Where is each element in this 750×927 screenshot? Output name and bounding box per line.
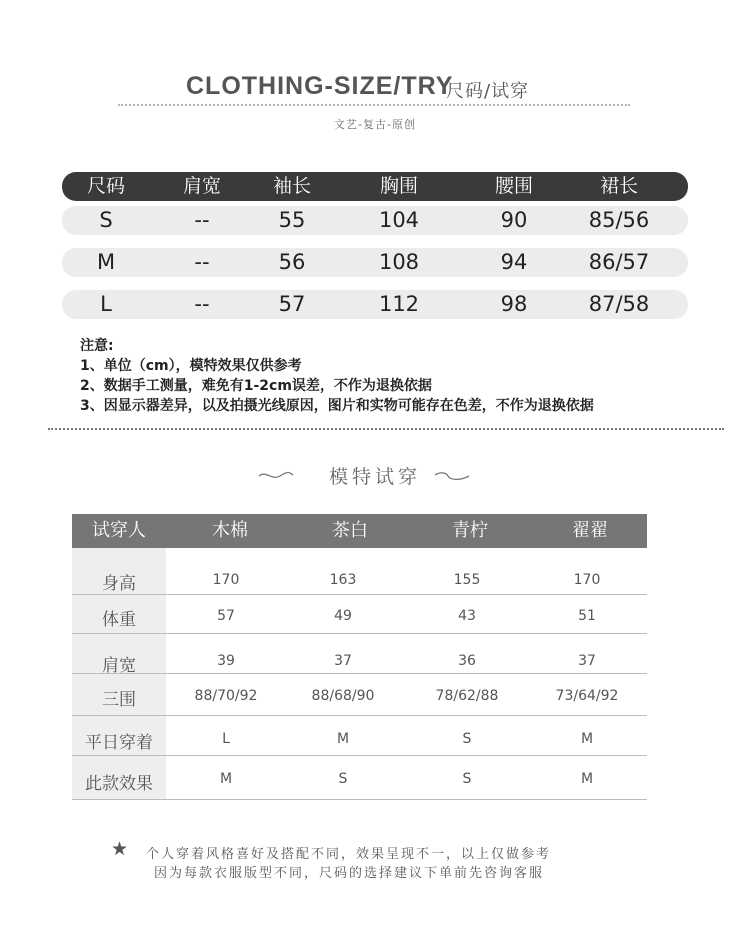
size-table-header — [62, 172, 688, 201]
size-col-header: 裙长 — [599, 175, 639, 197]
model-col-header: 翟翟 — [572, 520, 608, 541]
dotted-divider — [118, 104, 630, 106]
model-row-label: 此款效果 — [85, 774, 153, 794]
dotted-divider — [48, 428, 724, 430]
model-cell: M — [580, 731, 594, 747]
model-cell: 57 — [217, 608, 235, 624]
model-cell: M — [580, 771, 594, 787]
model-row-label: 肩宽 — [102, 656, 136, 676]
size-cell: 86/57 — [588, 250, 650, 274]
size-col-header: 袖长 — [272, 175, 312, 197]
model-cell: L — [222, 731, 230, 747]
row-divider — [72, 799, 647, 800]
model-cell: 43 — [458, 608, 476, 624]
model-cell: M — [219, 771, 233, 787]
size-col-header: 尺码 — [86, 175, 126, 197]
size-cell: S — [99, 208, 113, 232]
row-divider — [72, 755, 647, 756]
size-cell: -- — [194, 250, 210, 274]
model-cell: 73/64/92 — [555, 688, 619, 704]
right-swirl-icon — [434, 470, 470, 482]
size-cell: 94 — [500, 250, 528, 274]
size-col-header: 胸围 — [379, 175, 419, 197]
size-table-row — [62, 248, 688, 277]
model-cell: M — [336, 731, 350, 747]
note-item: 2、数据手工测量，难免有1-2cm误差，不作为退换依据 — [80, 378, 432, 394]
model-row-label: 体重 — [102, 610, 136, 630]
size-cell: -- — [194, 292, 210, 316]
note-item: 3、因显示器差异，以及拍摄光线原因，图片和实物可能存在色差，不作为退换依据 — [80, 398, 594, 414]
model-cell: 78/62/88 — [435, 688, 499, 704]
notes-heading: 注意: — [80, 338, 114, 354]
row-divider — [72, 715, 647, 716]
size-cell: -- — [194, 208, 210, 232]
star-icon: ★ — [111, 838, 129, 860]
model-row-label: 平日穿着 — [85, 733, 153, 753]
size-col-header: 腰围 — [494, 175, 534, 197]
size-cell: 108 — [378, 250, 420, 274]
row-divider — [72, 594, 647, 595]
model-cell: 170 — [573, 572, 601, 588]
model-col-header: 试穿人 — [92, 520, 146, 541]
model-col-header: 木棉 — [212, 520, 248, 541]
size-cell: 56 — [278, 250, 306, 274]
size-cell: 57 — [278, 292, 306, 316]
size-cell: 104 — [378, 208, 420, 232]
model-cell: 39 — [217, 653, 235, 669]
footer-line: 因为每款衣服版型不同，尺码的选择建议下单前先咨询客服 — [154, 866, 545, 881]
footer-line: 个人穿着风格喜好及搭配不同，效果呈现不一，以上仅做参考 — [146, 847, 552, 862]
size-cell: 98 — [500, 292, 528, 316]
size-cell: 87/58 — [588, 292, 650, 316]
model-row-label: 三围 — [102, 690, 136, 710]
size-cell: 85/56 — [588, 208, 650, 232]
model-cell: 88/70/92 — [194, 688, 258, 704]
model-section-title: 模特试穿 — [328, 466, 421, 488]
size-cell: 90 — [500, 208, 528, 232]
model-cell: 36 — [458, 653, 476, 669]
size-table-row — [62, 206, 688, 235]
model-cell: S — [338, 771, 348, 787]
size-cell: L — [100, 292, 112, 316]
model-cell: S — [462, 771, 472, 787]
notes — [80, 336, 594, 416]
model-cell: 37 — [578, 653, 596, 669]
model-cell: 170 — [212, 572, 240, 588]
model-col-header: 青柠 — [452, 520, 488, 541]
model-cell: 49 — [334, 608, 352, 624]
model-cell: 155 — [453, 572, 481, 588]
size-table-row — [62, 290, 688, 319]
model-cell: 37 — [334, 653, 352, 669]
page-title-cn: 尺码/试穿 — [446, 81, 530, 102]
size-cell: 112 — [378, 292, 420, 316]
model-cell: 88/68/90 — [311, 688, 375, 704]
note-item: 1、单位（cm），模特效果仅供参考 — [80, 358, 302, 374]
size-cell: M — [96, 250, 116, 274]
model-col-header: 茶白 — [332, 520, 368, 541]
model-cell: S — [462, 731, 472, 747]
model-table-header — [72, 514, 647, 548]
model-row-label: 身高 — [102, 574, 136, 594]
model-cell: 163 — [329, 572, 357, 588]
page-subtitle: 文艺-复古-原创 — [334, 118, 416, 131]
page-title-en: CLOTHING-SIZE/TRY — [186, 72, 454, 100]
row-divider — [72, 633, 647, 634]
size-cell: 55 — [278, 208, 306, 232]
size-col-header: 肩宽 — [182, 175, 222, 197]
model-cell: 51 — [578, 608, 596, 624]
